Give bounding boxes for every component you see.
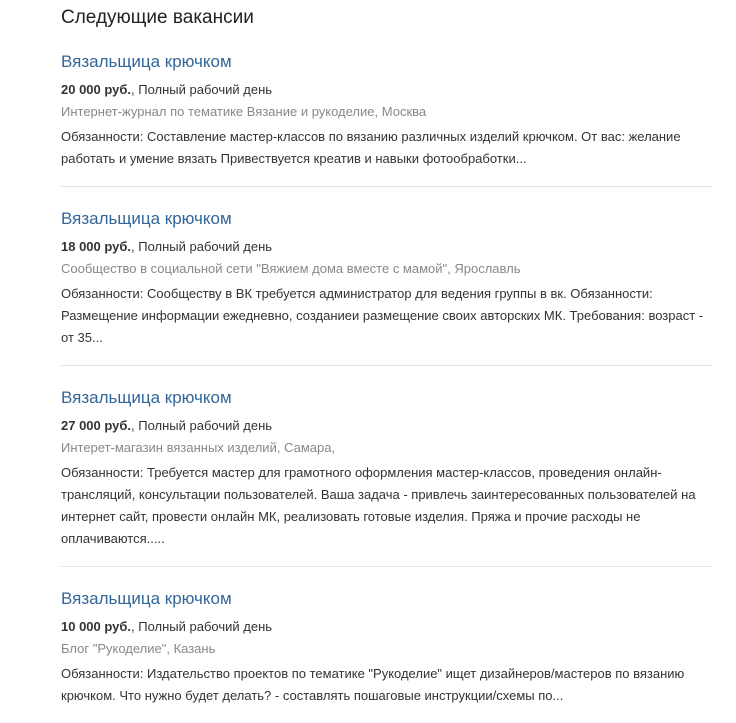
vacancy-description: Обязанности: Сообществу в ВК требуется администратор для ведения группы в вк. Обязанности: Размещение информации ежедневно, созданиеи размещение своих авторских МК. Требования: возраст - от 35... <box>61 286 704 345</box>
vacancy-description: Обязанности: Составление мастер-классов по вязанию различных изделий крючком. От вас: желание работать и умение вязать Привествуется креатив и навыки фотообработки... <box>61 129 681 166</box>
vacancy-description: Обязанности: Издательство проектов по тематике "Рукоделие" ищет дизайнеров/мастеров по вязанию крючком. Что нужно будет делать? - составлять пошаговые инструкции/схемы по... <box>61 666 685 703</box>
vacancy-item <box>61 388 713 567</box>
vacancy-list <box>61 52 713 723</box>
vacancy-employment-type: , Полный рабочий день <box>131 418 273 433</box>
vacancy-employer: Интерет-магазин вязанных изделий, Самара, <box>61 440 336 455</box>
vacancy-title-link[interactable]: Вязальщица крючком <box>61 52 232 71</box>
vacancy-title-link[interactable]: Вязальщица крючком <box>61 589 232 608</box>
vacancy-item <box>61 209 713 366</box>
vacancy-description: Обязанности: Требуется мастер для грамотного оформления мастер-классов, проведения онлайн-трансляций, консультации пользователей. Ваша задача - привлечь заинтересованных пользователей на интернет сайт, провести онлайн МК, реализовать готовые изделия. Пряжа и прочие расходы не оплачиваются..... <box>61 465 696 546</box>
vacancy-employer: Сообщество в социальной сети "Вяжием дома вместе с мамой", Ярославль <box>61 261 521 276</box>
vacancy-meta <box>61 81 713 99</box>
vacancy-item <box>61 589 713 723</box>
vacancy-employer: Блог "Рукоделие", Казань <box>61 641 216 656</box>
vacancy-title-link[interactable]: Вязальщица крючком <box>61 209 232 228</box>
vacancy-meta <box>61 618 713 636</box>
vacancy-employment-type: , Полный рабочий день <box>131 82 273 97</box>
vacancy-salary: 18 000 руб. <box>61 239 132 254</box>
vacancy-salary: 27 000 руб. <box>61 418 132 433</box>
section-title: Следующие вакансии <box>61 7 254 28</box>
vacancy-employer: Интернет-журнал по тематике Вязание и рукоделие, Москва <box>61 104 427 119</box>
vacancy-title-link[interactable]: Вязальщица крючком <box>61 388 232 407</box>
vacancy-salary: 20 000 руб. <box>61 82 132 97</box>
vacancy-employment-type: , Полный рабочий день <box>131 619 273 634</box>
vacancy-item <box>61 52 713 187</box>
vacancy-employment-type: , Полный рабочий день <box>131 239 273 254</box>
vacancy-salary: 10 000 руб. <box>61 619 132 634</box>
vacancy-meta <box>61 238 713 256</box>
vacancy-meta <box>61 417 713 435</box>
